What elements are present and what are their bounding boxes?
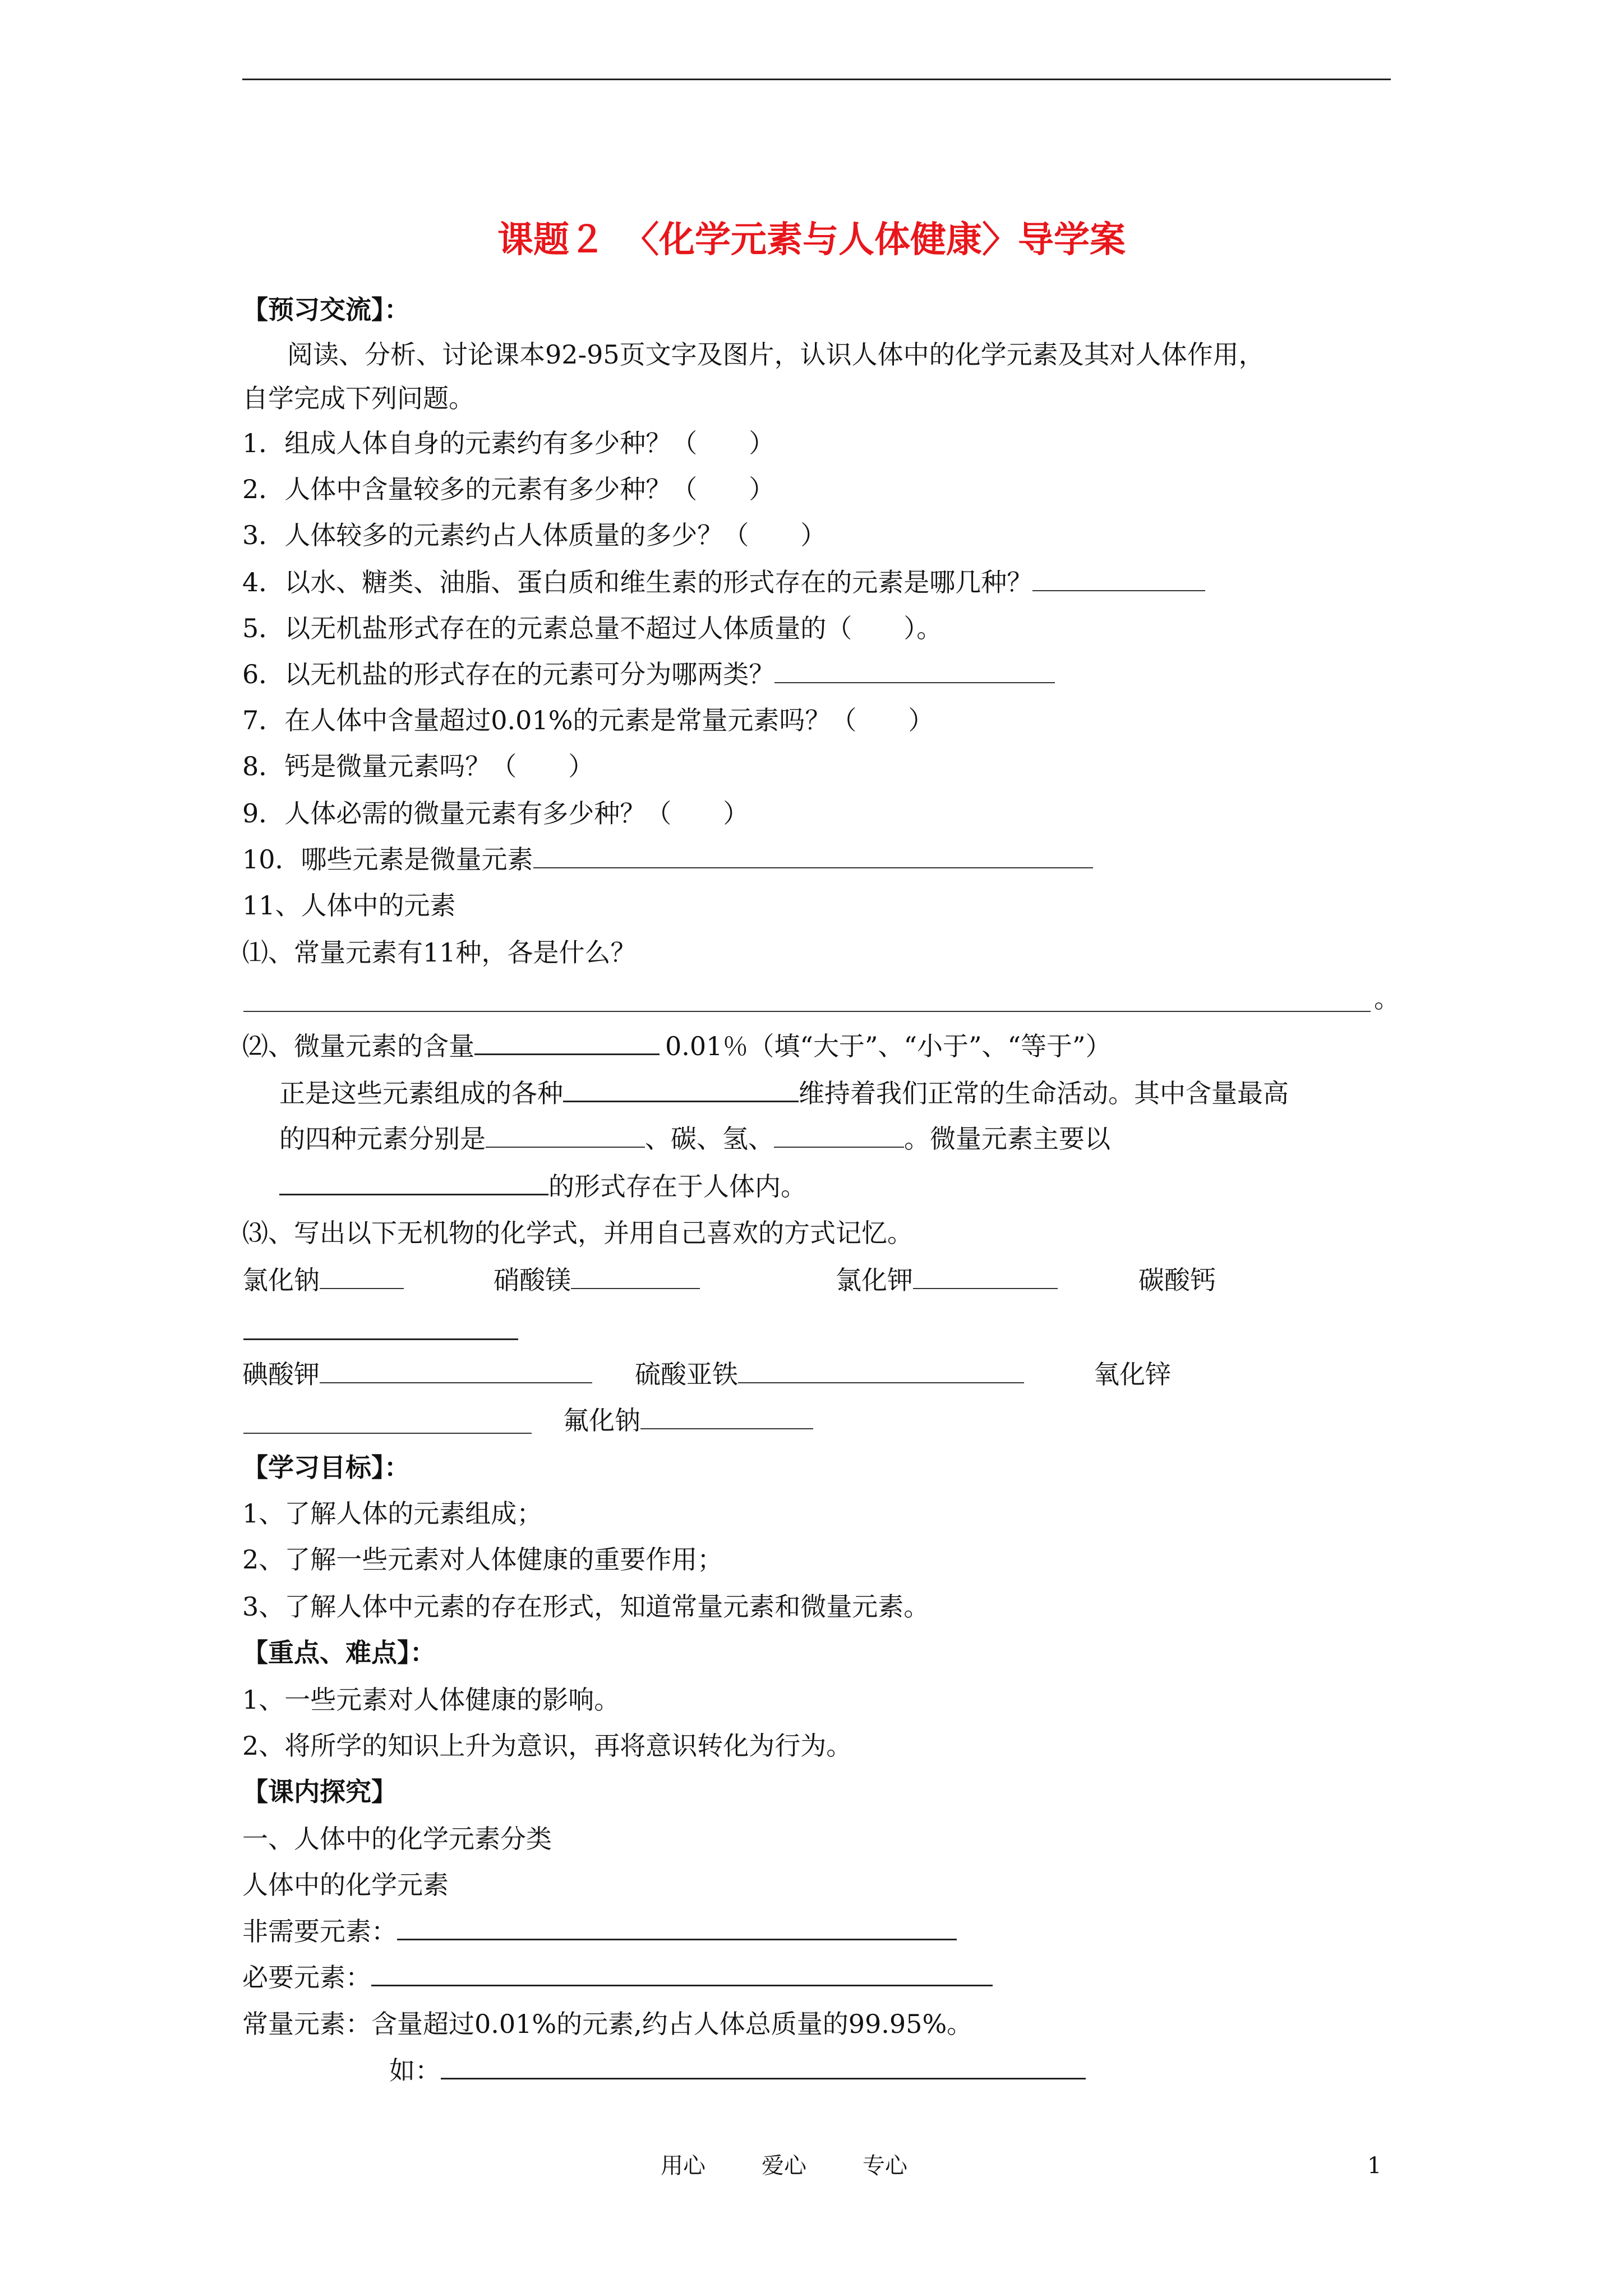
formula-blank[interactable] xyxy=(738,1358,1024,1383)
compound-nacl xyxy=(242,1263,404,1297)
question-11-3: ⑶、写出以下无机物的化学式，并用自己喜欢的方式记忆。 xyxy=(242,1218,913,1248)
footer-motto xyxy=(661,2152,963,2180)
preview-heading: 【预习交流】： xyxy=(242,295,410,325)
essential-blank[interactable] xyxy=(371,1960,993,1986)
preview-intro-1: 阅读、分析、讨论课本92-95页文字及图片，认识人体中的化学元素及其对人体作用， xyxy=(287,339,1265,370)
nonessential-elements xyxy=(242,1914,957,1948)
footer-item: 专心 xyxy=(863,2153,907,2179)
footer-item: 爱心 xyxy=(762,2153,806,2179)
goals-heading: 【学习目标】： xyxy=(242,1452,410,1483)
answer-blank-10[interactable] xyxy=(533,843,1093,868)
question-7: 7．在人体中含量超过0.01%的元素是常量元素吗？（ ） xyxy=(242,705,934,735)
compound-zno xyxy=(1094,1358,1171,1391)
answer-blank-4[interactable] xyxy=(1032,565,1205,591)
compound-label: 碳酸钙 xyxy=(1138,1265,1216,1295)
question-10 xyxy=(242,843,1093,876)
compound-kio3 xyxy=(242,1358,592,1391)
page-title: 课题２ 〈化学元素与人体健康〉导学案 xyxy=(497,219,1126,261)
question-4-text: 4．以水、糖类、油脂、蛋白质和维生素的形式存在的元素是哪几种？ xyxy=(242,567,1033,597)
question-11-2-line3 xyxy=(279,1122,1110,1156)
goal-item: 2、了解一些元素对人体健康的重要作用； xyxy=(242,1544,723,1575)
compound-kcl xyxy=(836,1263,1058,1297)
question-6 xyxy=(242,657,1055,691)
formula-blank[interactable] xyxy=(640,1404,813,1429)
preview-intro-2: 自学完成下列问题。 xyxy=(242,383,474,413)
compound-label: 氯化钠 xyxy=(242,1265,320,1295)
macro-elements: 常量元素：含量超过0.01%的元素,约占人体总质量的99.95%。 xyxy=(242,2009,973,2039)
keypoint-item: 1、一些元素对人体健康的影响。 xyxy=(242,1685,620,1715)
question-11-2-text-f: 、碳、氢、 xyxy=(645,1124,774,1154)
inquiry-subheading-2: 人体中的化学元素 xyxy=(242,1870,449,1900)
question-11-2-text-b: 0.01％（填“大于”、“小于”、“等于”） xyxy=(665,1031,1112,1061)
compound-naf xyxy=(563,1404,813,1437)
answer-blank-11-2c[interactable] xyxy=(486,1122,645,1148)
answer-blank-11-2d[interactable] xyxy=(774,1122,904,1148)
page-number: 1 xyxy=(1367,2153,1382,2179)
answer-blank-11-2a[interactable] xyxy=(474,1029,660,1055)
goal-item: 1、了解人体的元素组成； xyxy=(242,1498,543,1529)
question-11-2-text-h: 的形式存在于人体内。 xyxy=(548,1171,806,1202)
question-11-2-line4 xyxy=(279,1169,806,1203)
formula-blank-caco3[interactable] xyxy=(243,1338,518,1340)
compound-mg-nitrate xyxy=(494,1263,700,1297)
question-11-1: ⑴、常量元素有11种，各是什么？ xyxy=(242,937,637,968)
formula-blank[interactable] xyxy=(320,1358,592,1383)
question-10-text: 10．哪些元素是微量元素 xyxy=(242,844,533,875)
compound-label: 氯化钾 xyxy=(836,1265,913,1295)
formula-blank[interactable] xyxy=(571,1263,700,1289)
answer-blank-6[interactable] xyxy=(774,657,1055,683)
question-2: 2．人体中含量较多的元素有多少种？（ ） xyxy=(242,474,775,504)
footer-item: 用心 xyxy=(661,2153,706,2179)
compound-label: 氧化锌 xyxy=(1094,1359,1171,1389)
goal-item: 3、了解人体中元素的存在形式，知道常量元素和微量元素。 xyxy=(242,1591,930,1622)
question-11-2-line2 xyxy=(279,1076,1289,1110)
question-1: 1．组成人体自身的元素约有多少种？（ ） xyxy=(242,428,775,458)
compound-label: 碘酸钾 xyxy=(242,1359,320,1389)
formula-blank[interactable] xyxy=(913,1263,1058,1289)
formula-blank-zno[interactable] xyxy=(243,1433,532,1434)
question-11-1-end: 。 xyxy=(1374,983,1400,1014)
compound-feso4 xyxy=(635,1358,1024,1391)
inquiry-heading: 【课内探究】 xyxy=(242,1777,397,1807)
question-11-2-text-d: 维持着我们正常的生命活动。其中含量最高 xyxy=(799,1078,1289,1108)
compound-label: 硫酸亚铁 xyxy=(635,1359,738,1389)
essential-label: 必要元素： xyxy=(242,1962,371,1993)
answer-blank-11-2b[interactable] xyxy=(563,1076,799,1102)
question-11: 11、人体中的元素 xyxy=(242,890,456,921)
nonessential-blank[interactable] xyxy=(397,1914,957,1940)
question-8: 8．钙是微量元素吗？（ ） xyxy=(242,751,594,781)
example-blank[interactable] xyxy=(441,2053,1086,2079)
macro-example xyxy=(389,2053,1086,2087)
question-3: 3．人体较多的元素约占人体质量的多少？（ ） xyxy=(242,520,827,550)
compound-caco3 xyxy=(1138,1263,1216,1297)
inquiry-subheading: 一、人体中的化学元素分类 xyxy=(242,1824,552,1854)
question-11-2-text-a: ⑵、微量元素的含量 xyxy=(242,1031,474,1061)
question-11-2-text-e: 的四种元素分别是 xyxy=(279,1124,486,1154)
keypoint-item: 2、将所学的知识上升为意识，再将意识转化为行为。 xyxy=(242,1731,852,1761)
formula-blank[interactable] xyxy=(320,1263,404,1289)
compound-label: 硝酸镁 xyxy=(494,1265,571,1295)
example-label: 如： xyxy=(389,2055,441,2086)
answer-blank-11-2e[interactable] xyxy=(279,1169,548,1195)
keypoints-heading: 【重点、难点】： xyxy=(242,1637,436,1668)
question-11-2-text-c: 正是这些元素组成的各种 xyxy=(279,1078,563,1108)
essential-elements xyxy=(242,1960,993,1994)
question-11-2 xyxy=(242,1029,1112,1063)
question-6-text: 6．以无机盐的形式存在的元素可分为哪两类？ xyxy=(242,659,775,689)
header-rule xyxy=(242,79,1391,80)
compound-label: 氟化钠 xyxy=(563,1405,640,1435)
answer-line-11-1[interactable] xyxy=(243,1011,1371,1012)
question-5: 5．以无机盐形式存在的元素总量不超过人体质量的（ ）。 xyxy=(242,613,943,643)
question-11-2-text-g: 。微量元素主要以 xyxy=(904,1124,1110,1154)
nonessential-label: 非需要元素： xyxy=(242,1916,397,1947)
question-9: 9．人体必需的微量元素有多少种？（ ） xyxy=(242,798,749,829)
question-4 xyxy=(242,565,1205,599)
